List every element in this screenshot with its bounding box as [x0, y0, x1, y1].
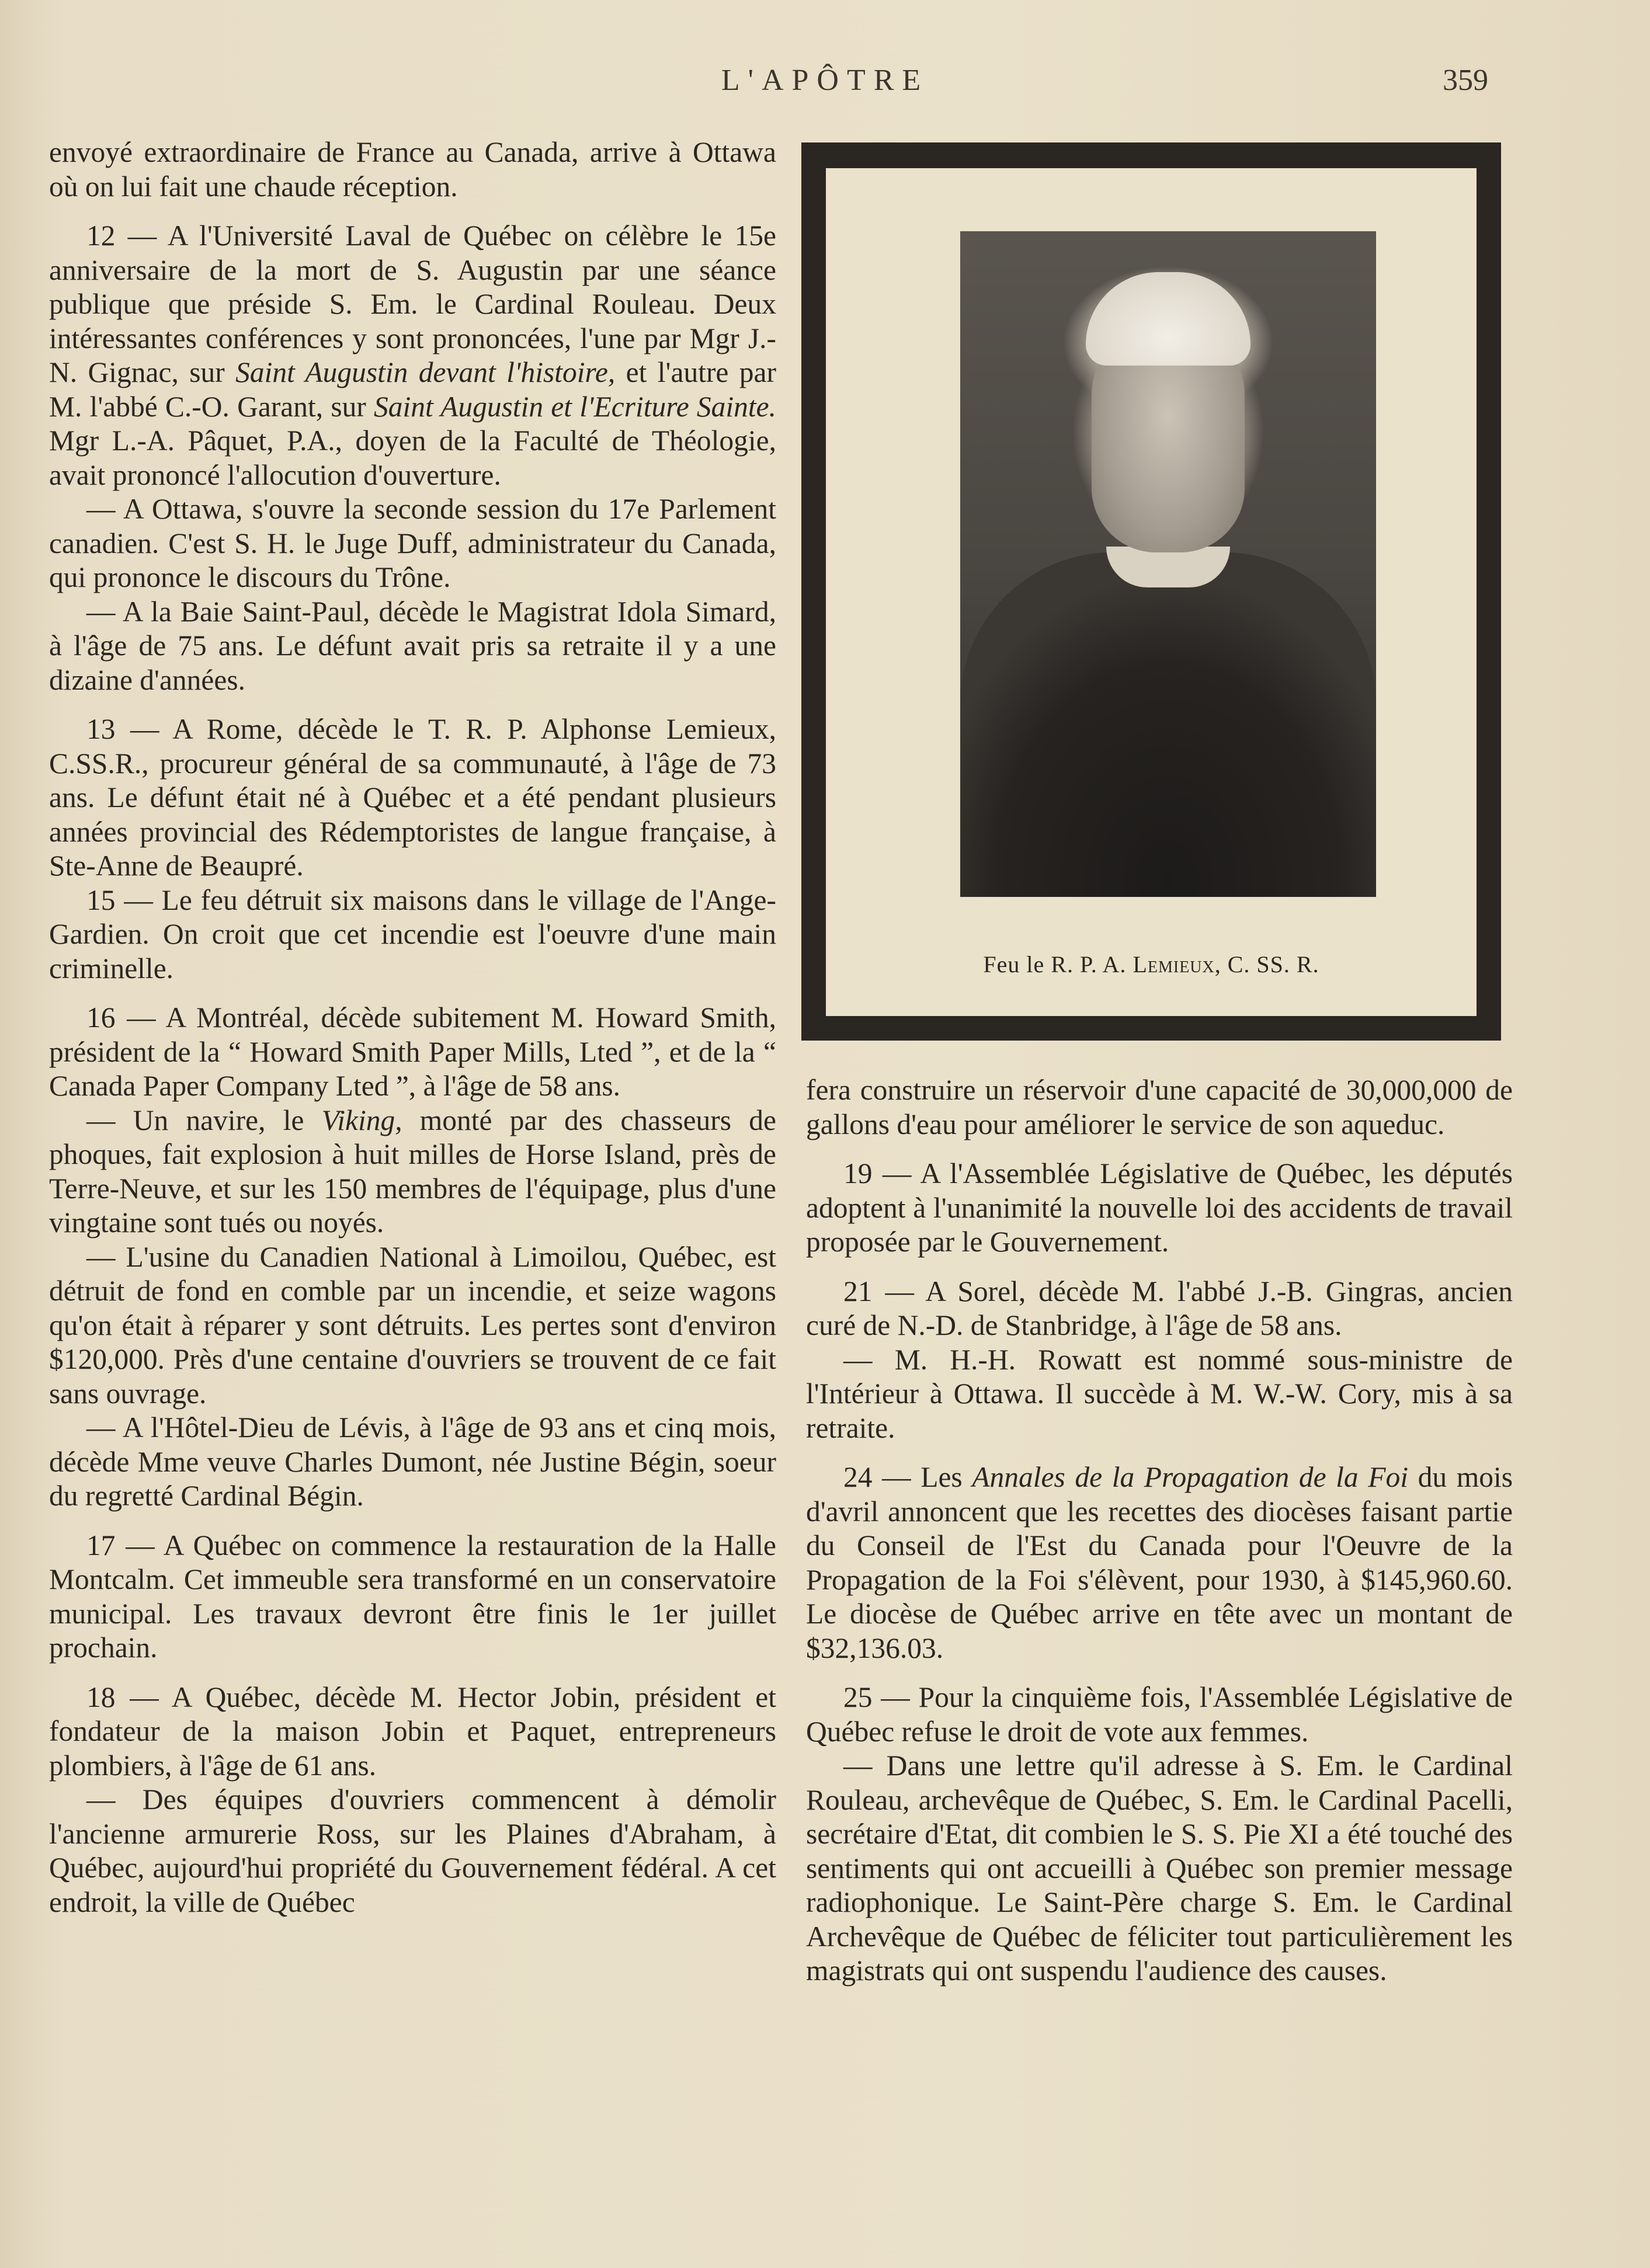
paragraph: — Un navire, le Viking, monté par des chasseurs de phoques, fait explosion à huit milles de Horse Island, près de Terre-Neuve, et sur les 150 membres de l'équipage, plus d'une vingtaine sont tués ou noyés. [49, 1104, 776, 1239]
portrait-caption: Feu le R. P. A. Lemieux, C. SS. R. [983, 951, 1319, 978]
paragraph: — A l'Hôtel-Dieu de Lévis, à l'âge de 93 ans et cinq mois, décède Mme veuve Charles Dumont, née Justine Bégin, soeur du regretté Cardinal Bégin. [49, 1411, 776, 1512]
paragraph: 12 — A l'Université Laval de Québec on célèbre le 15e anniversaire de la mort de S. Augustin par une séance publique que préside S. Em. le Cardinal Rouleau. Deux intéressantes conférences y sont prononcées, l'une par Mgr J.-N. Gignac, sur Saint Augustin devant l'histoire, et l'autre par M. l'abbé C.-O. Garant, sur Saint Augustin et l'Ecriture Sainte. Mgr L.-A. Pâquet, P.A., doyen de la Faculté de Théologie, avait prononcé l'allocution d'ouverture. [49, 220, 777, 491]
left-text-column [49, 135, 776, 1919]
paragraph: — L'usine du Canadien National à Limoilou, Québec, est détruit de fond en comble par un incendie, et seize wagons qu'on était à réparer y sont détruits. Les pertes sont d'environ $120,000. Près d'une centaine d'ouvriers se trouvent de ce fait sans ouvrage. [49, 1240, 776, 1410]
paragraph: 16 — A Montréal, décède subitement M. Howard Smith, président de la “ Howard Smith Paper Mills, Lted ”, et de la “ Canada Paper Company Lted ”, à l'âge de 58 ans. [49, 1001, 776, 1102]
paragraph: envoyé extraordinaire de France au Canada, arrive à Ottawa où on lui fait une chaude réception. [49, 136, 776, 203]
paragraph: — A Ottawa, s'ouvre la seconde session du 17e Parlement canadien. C'est S. H. le Juge Duff, administrateur du Canada, qui prononce le discours du Trône. [49, 493, 776, 593]
paragraph: 25 — Pour la cinquième fois, l'Assemblée Législative de Québec refuse le droit de vote aux femmes. [806, 1681, 1513, 1748]
paragraph: — Dans une lettre qu'il adresse à S. Em. le Cardinal Rouleau, archevêque de Québec, S. Em. le Cardinal Pacelli, secrétaire d'Etat, dit combien le S. S. Pie XI a été touché des sentiments qui ont accueilli à Québec son premier message radiophonique. Le Saint-Père charge S. Em. le Cardinal Archevêque de Québec de féliciter tout particulièrement les magistrats qui ont suspendu l'audience des causes. [806, 1749, 1513, 1987]
right-text-column [806, 1073, 1513, 1988]
page-number: 359 [1443, 64, 1488, 97]
running-header-title: L'APÔTRE [721, 64, 929, 97]
paragraph: — Des équipes d'ouvriers commencent à démolir l'ancienne armurerie Ross, sur les Plaines d'Abraham, à Québec, aujourd'hui propriété du Gouvernement fédéral. A cet endroit, la ville de Québec [49, 1783, 776, 1918]
paragraph: 21 — A Sorel, décède M. l'abbé J.-B. Gingras, ancien curé de N.-D. de Stanbridge, à l'âge de 58 ans. [806, 1275, 1513, 1341]
paragraph: fera construire un réservoir d'une capacité de 30,000,000 de gallons d'eau pour améliorer le service de son aqueduc. [806, 1074, 1513, 1140]
paragraph: — A la Baie Saint-Paul, décède le Magistrat Idola Simard, à l'âge de 75 ans. Le défunt avait pris sa retraite il y a une dizaine d'années. [49, 595, 776, 696]
paragraph: — M. H.-H. Rowatt est nommé sous-ministre de l'Intérieur à Ottawa. Il succède à M. W.-W. Cory, mis à sa retraite. [806, 1343, 1513, 1444]
paragraph: 15 — Le feu détruit six maisons dans le village de l'Ange-Gardien. On croit que cet incendie est l'oeuvre d'une main criminelle. [49, 883, 776, 985]
paragraph: 13 — A Rome, décède le T. R. P. Alphonse Lemieux, C.SS.R., procureur général de sa communauté, à l'âge de 73 ans. Le défunt était né à Québec et a été pendant plusieurs années provincial des Rédemptoristes de langue française, à Ste-Anne de Beaupré. [49, 713, 776, 882]
paragraph: 24 — Les Annales de la Propagation de la Foi du mois d'avril annoncent que les recettes des diocèses faisant partie du Conseil de l'Est du Canada pour l'Oeuvre de la Propagation de la Foi s'élèvent, pour 1930, à $145,960.60. Le diocèse de Québec arrive en tête avec un montant de $32,136.03. [806, 1461, 1513, 1664]
paragraph: 18 — A Québec, décède M. Hector Jobin, président et fondateur de la maison Jobin et Paquet, entrepreneurs plombiers, à l'âge de 61 ans. [49, 1681, 776, 1782]
portrait-photo [960, 231, 1376, 897]
paragraph: 19 — A l'Assemblée Législative de Québec, les députés adoptent à l'unanimité la nouvelle loi des accidents de travail proposée par le Gouvernement. [806, 1157, 1513, 1258]
portrait-mat [826, 168, 1477, 1016]
paragraph: 17 — A Québec on commence la restauration de la Halle Montcalm. Cet immeuble sera transformé en un conservatoire municipal. Les travaux devront être finis le 1er juillet prochain. [49, 1529, 776, 1664]
portrait-figure-hair [1086, 272, 1250, 366]
portrait-frame [801, 142, 1501, 1041]
portrait-figure-body [960, 552, 1376, 897]
